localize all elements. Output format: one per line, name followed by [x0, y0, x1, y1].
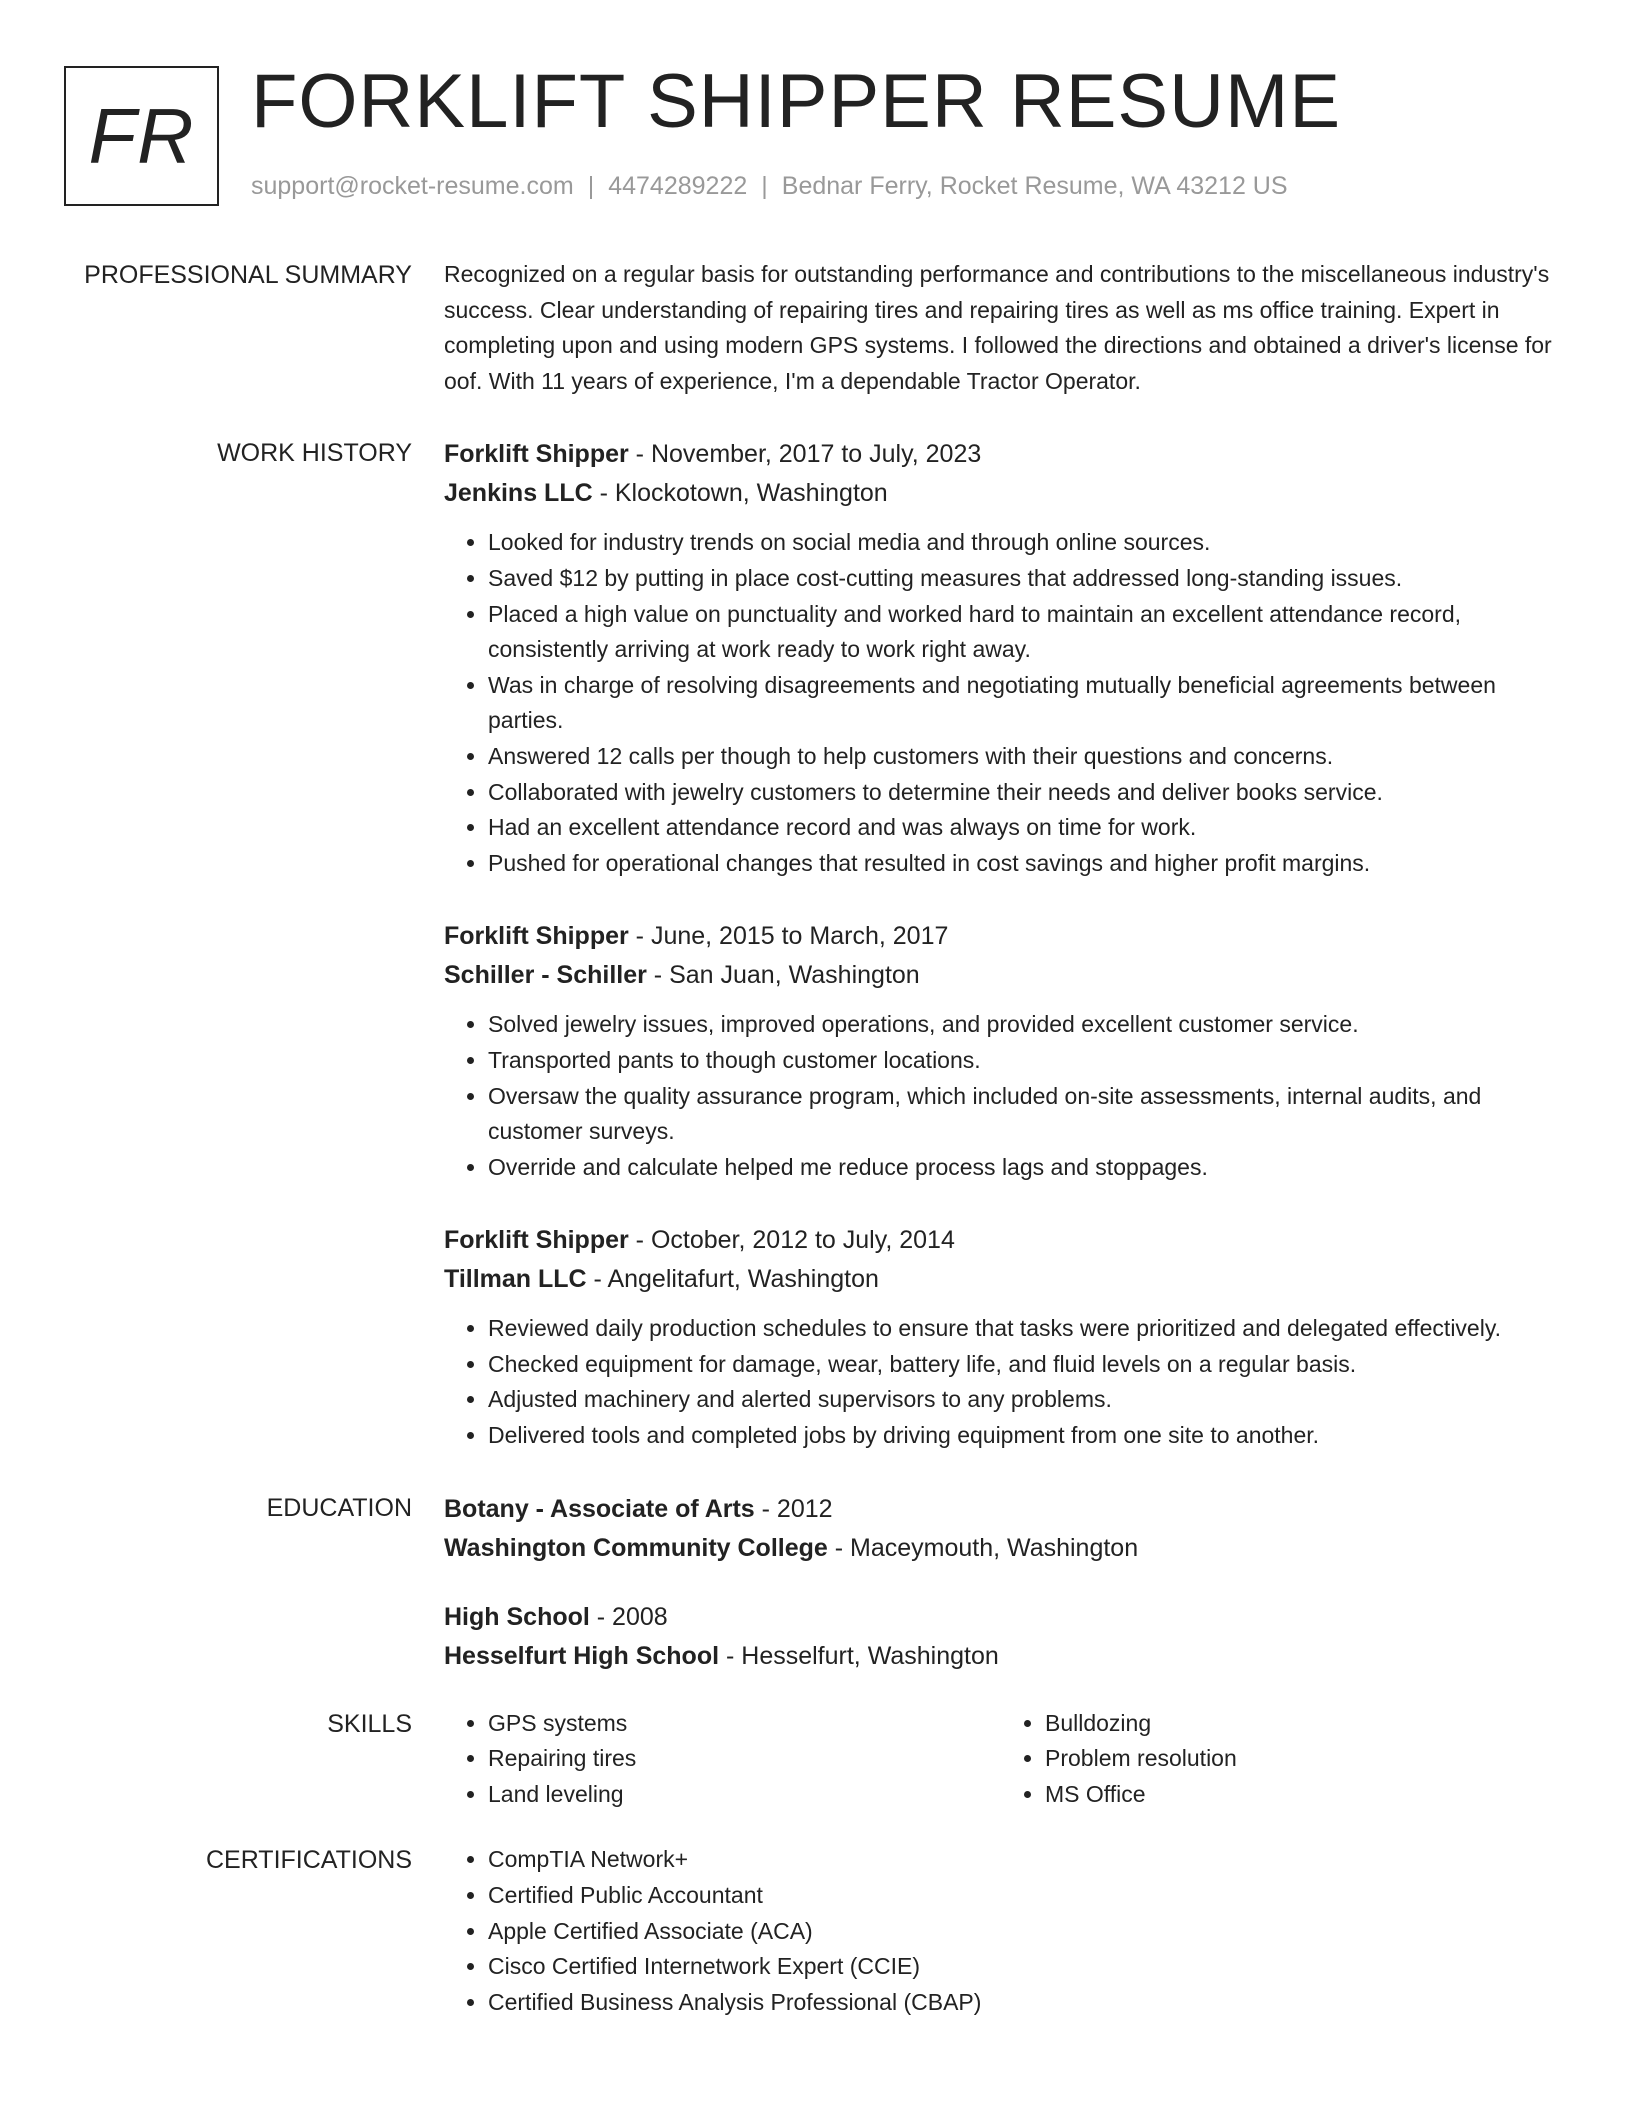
job-company: Tillman LLC — [444, 1265, 587, 1294]
job-company-line — [444, 956, 1558, 995]
job-bullets — [444, 525, 1558, 881]
work-history-section — [0, 435, 1632, 1489]
job-bullet: • Reviewed daily production schedules to ensure that tasks were prioritized and delegated effectively. — [488, 1311, 1558, 1347]
job-bullets — [444, 1007, 1558, 1185]
job-company: Jenkins LLC — [444, 479, 593, 508]
job-bullet: • Looked for industry trends on social media and through online sources. — [488, 525, 1558, 561]
education-school: Washington Community College — [444, 1533, 828, 1562]
skills-section — [0, 1706, 1632, 1843]
education-school: Hesselfurt High School — [444, 1641, 720, 1670]
job-dates: - November, 2017 to July, 2023 — [628, 440, 982, 469]
section-label-summary: PROFESSIONAL SUMMARY — [84, 261, 412, 289]
job-bullet: • Adjusted machinery and alerted supervisors to any problems. — [488, 1382, 1558, 1418]
education-list — [444, 1490, 1558, 1706]
job-title-line — [444, 435, 1558, 474]
job-company: Schiller - Schiller — [444, 961, 647, 990]
job-bullet: • Transported pants to though customer locations. — [488, 1043, 1558, 1079]
job-bullet: • Checked equipment for damage, wear, battery life, and fluid levels on a regular basis. — [488, 1347, 1558, 1383]
education-school-line — [444, 1529, 1558, 1568]
education-degree: Botany - Associate of Arts — [444, 1494, 755, 1523]
job-bullet: • Override and calculate helped me reduce process lags and stoppages. — [488, 1150, 1558, 1186]
education-section — [0, 1490, 1632, 1706]
job-bullet: • Was in charge of resolving disagreements and negotiating mutually beneficial agreements between parties. — [488, 668, 1558, 739]
certification-item: • CompTIA Network+ — [488, 1842, 1558, 1878]
skill-item: • MS Office — [1045, 1777, 1558, 1813]
job-bullet: • Delivered tools and completed jobs by driving equipment from one site to another. — [488, 1418, 1558, 1454]
certification-item: • Cisco Certified Internetwork Expert (CCIE) — [488, 1949, 1558, 1985]
job-bullet: • Oversaw the quality assurance program, which included on-site assessments, internal audits, and customer surveys. — [488, 1079, 1558, 1150]
education-location: - Hesselfurt, Washington — [719, 1641, 999, 1670]
resume-content — [0, 257, 1632, 2020]
contact-separator: | — [587, 172, 595, 200]
job-bullet: • Collaborated with jewelry customers to determine their needs and deliver books service. — [488, 775, 1558, 811]
skill-item: • Repairing tires — [488, 1741, 1001, 1777]
job-bullet: • Solved jewelry issues, improved operations, and provided excellent customer service. — [488, 1007, 1558, 1043]
skill-item: • Problem resolution — [1045, 1741, 1558, 1777]
certification-item: • Apple Certified Associate (ACA) — [488, 1914, 1558, 1950]
job-location: - Angelitafurt, Washington — [586, 1265, 879, 1294]
skill-item: • GPS systems — [488, 1706, 1001, 1742]
job-dates: - June, 2015 to March, 2017 — [628, 922, 949, 951]
education-entry — [444, 1598, 1558, 1676]
job-entry — [444, 435, 1558, 881]
job-entry — [444, 1221, 1558, 1453]
job-company-line — [444, 1260, 1558, 1299]
job-bullets — [444, 1311, 1558, 1453]
job-title-line — [444, 917, 1558, 956]
skill-item: • Bulldozing — [1045, 1706, 1558, 1742]
summary-section — [0, 257, 1632, 435]
education-year: - 2008 — [589, 1602, 668, 1631]
job-company-line — [444, 474, 1558, 513]
job-dates: - October, 2012 to July, 2014 — [628, 1226, 955, 1255]
job-entry — [444, 917, 1558, 1185]
education-degree-line — [444, 1598, 1558, 1637]
education-location: - Maceymouth, Washington — [827, 1533, 1139, 1562]
job-location: - Klockotown, Washington — [592, 479, 888, 508]
job-title: Forklift Shipper — [444, 922, 629, 951]
work-history-list — [444, 435, 1558, 1489]
job-bullet: • Answered 12 calls per though to help customers with their questions and concerns. — [488, 739, 1558, 775]
education-degree: High School — [444, 1602, 590, 1631]
certifications-section — [0, 1842, 1632, 2020]
section-label-skills: SKILLS — [327, 1709, 412, 1738]
job-bullet: • Pushed for operational changes that resulted in cost savings and higher profit margins. — [488, 846, 1558, 882]
contact-separator: | — [761, 172, 768, 200]
skills-list-left — [444, 1706, 1001, 1813]
education-year: - 2012 — [754, 1494, 833, 1523]
certification-item: • Certified Business Analysis Professional (CBAP) — [488, 1985, 1558, 2021]
job-title-line — [444, 1221, 1558, 1260]
education-entry — [444, 1490, 1558, 1568]
contact-email: support@rocket-resume.com — [251, 172, 574, 200]
summary-text: Recognized on a regular basis for outstanding performance and contributions to the miscellaneous industry's success. Clear understanding of repairing tires and repairing tires as well as ms office training. Expert in completing upon and using modern GPS systems. I followed the directions and obtained a driver's license for oof. With 11 years of experience, I'm a dependable Tractor Operator. — [444, 261, 1552, 394]
contact-address: Bednar Ferry, Rocket Resume, WA 43212 US — [781, 172, 1288, 200]
job-title: Forklift Shipper — [444, 440, 629, 469]
education-degree-line — [444, 1490, 1558, 1529]
job-location: - San Juan, Washington — [646, 961, 920, 990]
skill-item: • Land leveling — [488, 1777, 1001, 1813]
skills-columns — [444, 1706, 1558, 1813]
education-school-line — [444, 1637, 1558, 1676]
skills-list-right — [1001, 1706, 1558, 1813]
job-bullet: • Had an excellent attendance record and was always on time for work. — [488, 810, 1558, 846]
certifications-list — [444, 1842, 1558, 2020]
job-bullet: • Placed a high value on punctuality and worked hard to maintain an excellent attendance record, consistently arriving at work ready to work right away. — [488, 597, 1558, 668]
section-label-work-history: WORK HISTORY — [217, 439, 412, 468]
job-bullet: • Saved $12 by putting in place cost-cutting measures that addressed long-standing issues. — [488, 561, 1558, 597]
contact-line — [251, 172, 1288, 201]
resume-title: FORKLIFT SHIPPER RESUME — [251, 59, 1342, 144]
certification-item: • Certified Public Accountant — [488, 1878, 1558, 1914]
section-label-certifications: CERTIFICATIONS — [205, 1846, 412, 1875]
contact-phone: 4474289222 — [608, 172, 748, 200]
job-title: Forklift Shipper — [444, 1226, 629, 1255]
monogram-text: FR — [88, 91, 195, 180]
section-label-education: EDUCATION — [266, 1493, 412, 1522]
monogram-badge — [64, 66, 219, 206]
